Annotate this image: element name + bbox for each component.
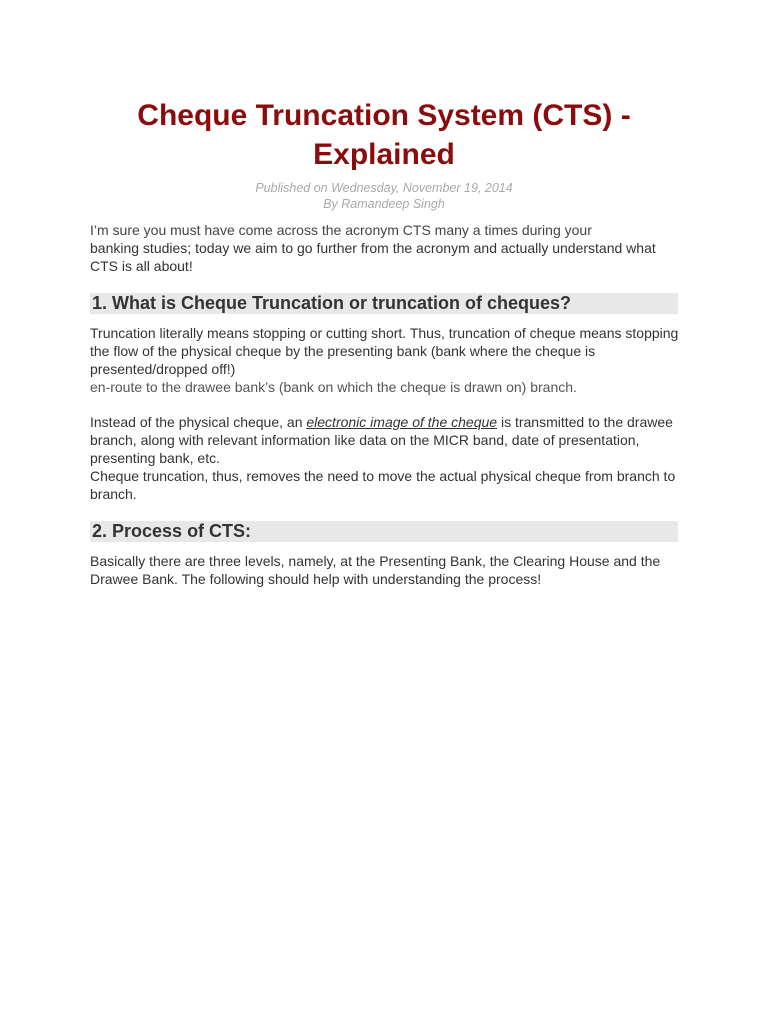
author-byline: By Ramandeep Singh: [323, 197, 445, 211]
electronic-image-link[interactable]: electronic image of the cheque: [306, 414, 498, 430]
intro-text-rest: banking studies; today we aim to go further from the acronym and actually understand what CTS is all about!: [90, 240, 656, 274]
section-1-paragraph-1: [90, 324, 686, 396]
publish-date: Published on Wednesday, November 19, 2014: [255, 181, 513, 195]
section-2-paragraph: Basically there are three levels, namely, at the Presenting Bank, the Clearing House and the Drawee Bank. The following should help with understanding the process!: [90, 553, 661, 587]
section-1-paragraph-2: [90, 413, 686, 503]
truncation-definition-cont: en-route to the drawee bank’s (bank on which the cheque is drawn on) branch.: [90, 379, 577, 395]
section-heading-2: 2. Process of CTS:: [90, 521, 678, 542]
title-line-1: Cheque Truncation System (CTS) -: [137, 99, 631, 132]
page-title: [90, 96, 678, 174]
electronic-image-text-after: is transmitted to the drawee branch, along with relevant information like data on the MICR band, date of presentation, presenting bank, etc.: [90, 414, 673, 466]
truncation-summary: Cheque truncation, thus, removes the need to move the actual physical cheque from branch to branch.: [90, 468, 676, 502]
article-meta: [90, 180, 678, 212]
title-line-2: Explained: [313, 138, 455, 171]
intro-text-line-1: I’m sure you must have come across the acronym CTS many a times during your: [90, 222, 592, 238]
electronic-image-text-before: Instead of the physical cheque, an: [90, 414, 307, 430]
intro-paragraph: [90, 221, 686, 275]
truncation-definition: Truncation literally means stopping or cutting short. Thus, truncation of cheque means stopping the flow of the physical cheque by the presenting bank (bank where the cheque is presented/dropped off!): [90, 325, 679, 377]
section-heading-1: 1. What is Cheque Truncation or truncation of cheques?: [90, 293, 678, 314]
